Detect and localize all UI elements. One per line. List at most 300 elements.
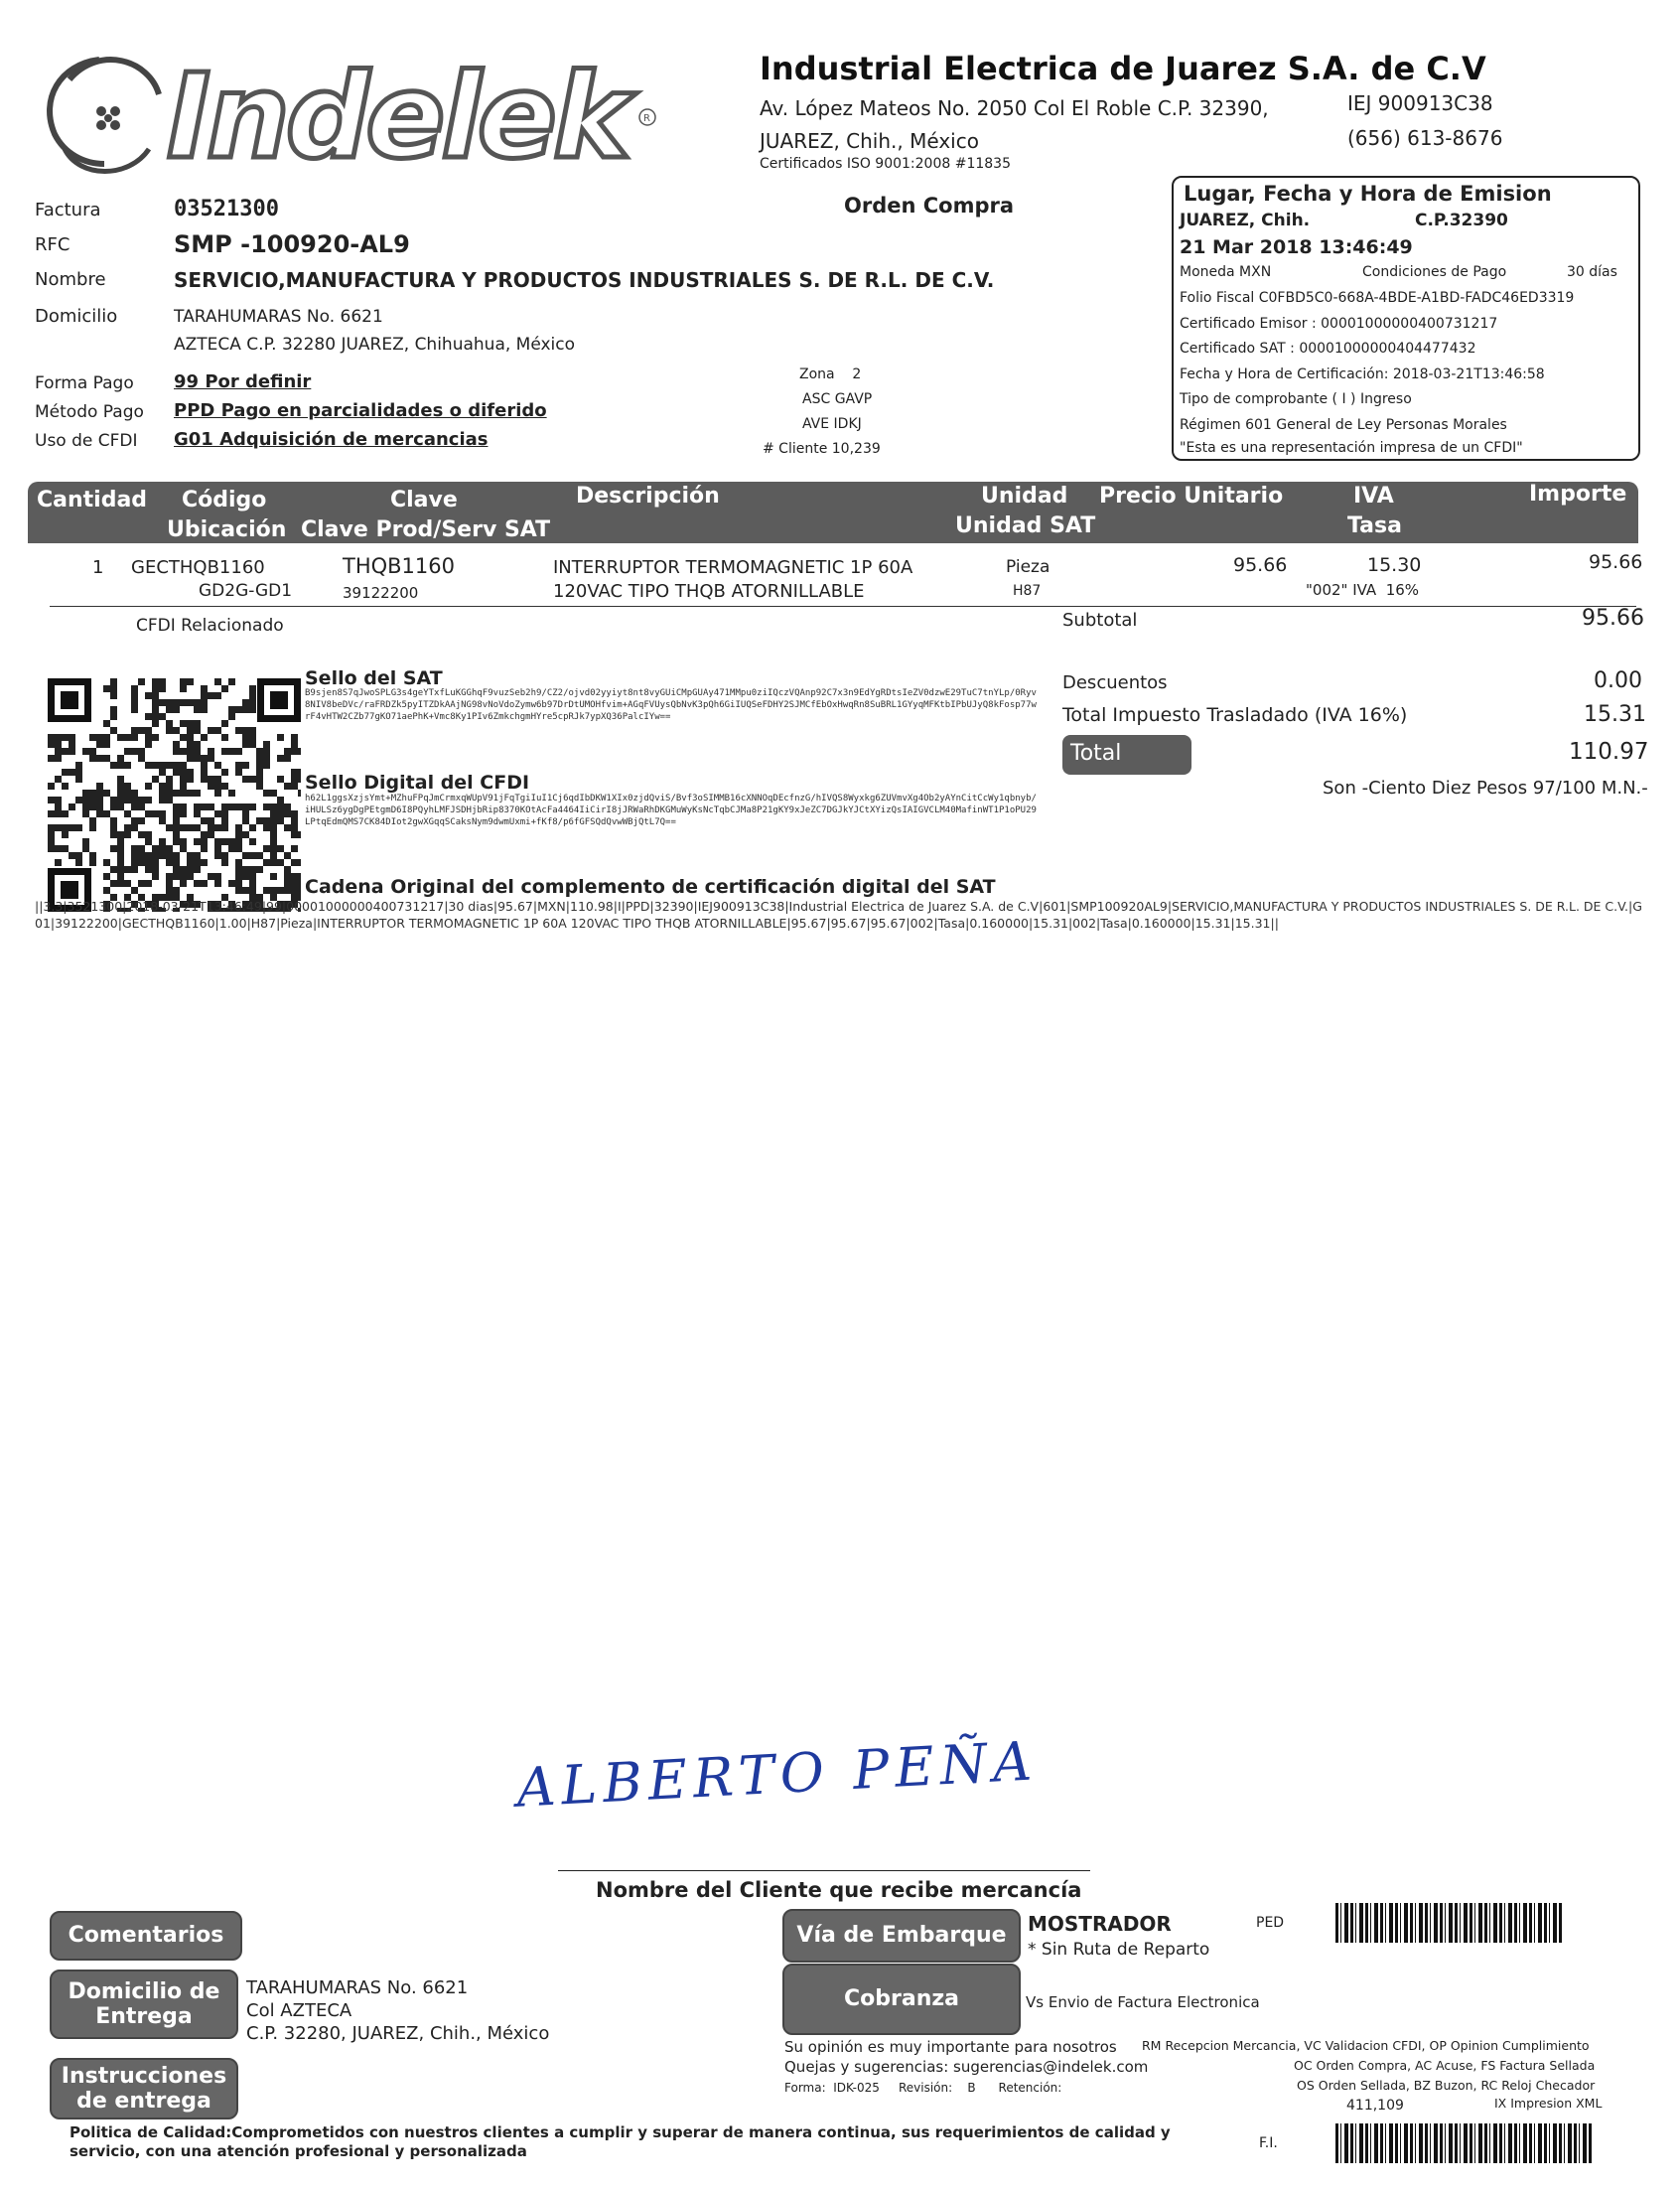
row-clave-sat: 39122200 [343,584,419,602]
qr-module [235,838,242,845]
qr-module [110,685,117,692]
qr-module [277,797,284,803]
qr-module [124,831,131,838]
qr-module [96,810,103,817]
qr-module [159,817,166,824]
qr-module [201,817,208,824]
qr-module [214,873,221,880]
qr-module [82,838,89,845]
qr-module [249,734,256,741]
qr-module [208,776,214,783]
qr-module [194,741,201,748]
qr-module [221,824,228,831]
qr-module [194,699,201,706]
qr-module [48,831,55,838]
qr-module [249,727,256,734]
qr-module [187,755,194,762]
qr-module [145,852,152,859]
qr-module [48,755,55,762]
qr-module [145,880,152,887]
qr-module [138,803,145,810]
label-factura: Factura [35,200,101,220]
qr-module [69,769,75,776]
qr-module [298,776,301,783]
qr-module [291,824,298,831]
qr-module [173,852,180,859]
label-rfc: RFC [35,234,70,255]
comentarios-button[interactable]: Comentarios [50,1911,242,1961]
qr-module [75,824,82,831]
descuentos-label: Descuentos [1062,672,1168,693]
moneda: Moneda MXN [1180,264,1272,280]
qr-module [110,727,117,734]
qr-module [145,783,152,790]
qr-module [138,748,145,755]
qr-module [159,762,166,769]
qr-module [298,859,301,866]
qr-module [117,755,124,762]
qr-module [131,859,138,866]
qr-module [277,810,284,817]
qr-module [291,776,298,783]
qr-module [89,859,96,866]
qr-module [256,748,263,755]
qr-module [152,720,159,727]
qr-module [138,880,145,887]
qr-module [159,845,166,852]
qr-module [117,845,124,852]
qr-module [152,845,159,852]
total-label: Total [1070,741,1122,766]
qr-module [159,678,166,685]
codes-number: 411,109 [1346,2098,1404,2114]
svg-text:R: R [643,113,650,124]
qr-module [89,824,96,831]
cfdi-relacionado: CFDI Relacionado [136,616,284,636]
qr-module [201,769,208,776]
qr-module [131,803,138,810]
qr-module [82,803,89,810]
qr-module [152,762,159,769]
qr-module [263,859,270,866]
qr-module [228,838,235,845]
emission-cp: C.P.32390 [1415,211,1508,230]
fecha-cert: Fecha y Hora de Certificación: 2018-03-21T13:46:58 [1180,366,1545,382]
uso-cfdi: G01 Adquisición de mercancias [174,429,489,450]
qr-module [284,803,291,810]
th-iva: IVA [1353,484,1394,509]
qr-module [138,831,145,838]
qr-module [89,803,96,810]
qr-module [173,699,180,706]
qr-module [180,776,187,783]
qr-module [55,803,62,810]
qr-module [145,692,152,699]
qr-module [69,852,75,859]
qr-module [166,845,173,852]
qr-module [298,887,301,894]
qr-module [173,748,180,755]
qr-module [270,803,277,810]
qr-module [89,734,96,741]
qr-module [256,783,263,790]
qr-module [298,880,301,887]
qr-module [187,776,194,783]
qr-module [208,783,214,790]
qr-module [214,727,221,734]
qr-module [249,866,256,873]
qr-module [242,741,249,748]
qr-module [235,748,242,755]
qr-module [270,887,277,894]
label-forma-pago: Forma Pago [35,373,134,393]
qr-module [75,762,82,769]
sello-cfdi-title: Sello Digital del CFDI [305,772,530,794]
qr-module [166,887,173,894]
emission-title: Lugar, Fecha y Hora de Emision [1184,182,1552,206]
qr-module [235,887,242,894]
qr-module [214,678,221,685]
qr-module [277,887,284,894]
qr-module [62,748,69,755]
qr-module [249,706,256,713]
qr-module [180,783,187,790]
row-unidad-sat: H87 [1013,583,1042,599]
qr-module [208,873,214,880]
company-address1: Av. López Mateos No. 2050 Col El Roble C.P. 32390, [760,96,1269,120]
sin-ruta: * Sin Ruta de Reparto [1028,1940,1210,1960]
qr-module [159,790,166,797]
qr-module [145,727,152,734]
qr-module [110,713,117,720]
qr-module [221,720,228,727]
qr-module [277,734,284,741]
folio-fiscal: Folio Fiscal C0FBD5C0-668A-4BDE-A1BD-FADC46ED3319 [1180,290,1575,306]
qr-module [187,741,194,748]
qr-module [180,845,187,852]
qr-module [69,734,75,741]
qr-module [103,790,110,797]
qr-module [277,755,284,762]
qr-module [263,741,270,748]
qr-module [291,734,298,741]
qr-module [159,685,166,692]
qr-module [256,852,263,859]
forma-text: Forma: IDK-025 Revisión: B Retención: [784,2081,1062,2095]
qr-module [82,748,89,755]
qr-module [110,678,117,685]
condiciones-pago: Condiciones de Pago [1362,264,1507,280]
qr-module [208,692,214,699]
qr-module [138,852,145,859]
qr-module [124,810,131,817]
qr-module [75,776,82,783]
row-iva: 15.30 [1367,554,1422,576]
qr-module [194,748,201,755]
qr-module [110,803,117,810]
qr-module [291,769,298,776]
vs-envio: Vs Envio de Factura Electronica [1026,1993,1260,2011]
qr-module [62,845,69,852]
qr-module [221,748,228,755]
qr-module [208,803,214,810]
sello-sat-title: Sello del SAT [305,667,443,689]
row-clave: THQB1160 [343,554,455,578]
qr-module [82,845,89,852]
qr-module [103,873,110,880]
zona: Zona 2 [799,366,862,382]
company-iso: Certificados ISO 9001:2008 #11835 [760,156,1011,172]
qr-module [173,727,180,734]
total-en-letra: Son -Ciento Diez Pesos 97/100 M.N.- [1323,778,1648,799]
qr-module [284,748,291,755]
qr-module [117,776,124,783]
qr-module [138,859,145,866]
instrucciones-button[interactable]: Instrucciones de entrega [50,2058,238,2119]
qr-module [263,790,270,797]
qr-module [117,852,124,859]
via-embarque-button[interactable]: Vía de Embarque [782,1909,1021,1963]
qr-module [145,859,152,866]
qr-module [152,685,159,692]
qr-module [117,790,124,797]
qr-module [180,838,187,845]
label-domicilio: Domicilio [35,306,118,327]
cobranza-button[interactable]: Cobranza [782,1964,1021,2035]
qr-module [55,776,62,783]
qr-module [69,803,75,810]
row-desc1: INTERRUPTOR TERMOMAGNETIC 1P 60A [553,557,913,578]
qr-module [48,741,55,748]
qr-module [131,845,138,852]
qr-module [187,852,194,859]
signature-line [558,1870,1090,1871]
qr-module [263,887,270,894]
row-cantidad: 1 [92,557,104,578]
qr-module [235,831,242,838]
qr-module [180,762,187,769]
qr-module [62,810,69,817]
qr-module [201,776,208,783]
qr-module [180,699,187,706]
qr-module [131,748,138,755]
qr-module [55,859,62,866]
qr-module [173,769,180,776]
qr-module [291,873,298,880]
codes-line2: OC Orden Compra, AC Acuse, FS Factura Sellada [1294,2058,1596,2073]
qr-module [131,692,138,699]
qr-module [214,880,221,887]
subtotal-value: 95.66 [1582,606,1644,631]
qr-module [159,713,166,720]
qr-module [131,817,138,824]
qr-module [117,838,124,845]
qr-module [138,755,145,762]
qr-module [201,692,208,699]
qr-module [208,831,214,838]
qr-module [242,776,249,783]
qr-module [166,824,173,831]
quejas-text: Quejas y sugerencias: sugerencias@indelek.com [784,2058,1149,2076]
qr-module [270,852,277,859]
qr-module [214,790,221,797]
client-name: SERVICIO,MANUFACTURA Y PRODUCTOS INDUSTRIALES S. DE R.L. DE C.V. [174,268,995,292]
qr-module [187,734,194,741]
qr-module [194,880,201,887]
qr-module [69,741,75,748]
qr-module [152,678,159,685]
qr-module [110,866,117,873]
th-clave: Clave [390,488,458,512]
qr-module [214,852,221,859]
forma-pago: 99 Por definir [174,371,312,392]
qr-module [221,769,228,776]
row-tasa: "002" IVA 16% [1306,581,1420,599]
qr-module [214,776,221,783]
qr-module [187,748,194,755]
qr-module [173,803,180,810]
qr-module [103,755,110,762]
qr-module [194,706,201,713]
cert-emisor: Certificado Emisor : 00001000000400731217 [1180,316,1498,332]
qr-module [298,769,301,776]
cadena-title: Cadena Original del complemento de certificación digital del SAT [305,876,996,898]
qr-module [277,859,284,866]
qr-module [110,831,117,838]
qr-module [159,797,166,803]
qr-module [152,810,159,817]
qr-module [235,873,242,880]
qr-module [110,880,117,887]
numero-cliente: # Cliente 10,239 [763,441,881,457]
barcode-ped [1335,1903,1562,1943]
qr-module [96,755,103,762]
qr-module [221,859,228,866]
qr-module [249,887,256,894]
qr-module [117,803,124,810]
row-precio: 95.66 [1233,554,1288,576]
qr-module [159,852,166,859]
qr-module [228,845,235,852]
qr-module [138,727,145,734]
qr-module [228,678,235,685]
entrega-address2: Col AZTECA [246,2000,352,2021]
qr-module [180,678,187,685]
entrega-address3: C.P. 32280, JUAREZ, Chih., México [246,2023,550,2044]
qr-module [173,887,180,894]
qr-module [110,692,117,699]
qr-module [201,831,208,838]
qr-module [194,852,201,859]
qr-module [55,734,62,741]
qr-code [48,678,301,912]
qr-module [180,873,187,880]
qr-module [62,831,69,838]
label-uso-cfdi: Uso de CFDI [35,431,138,451]
qr-module [242,734,249,741]
qr-module [82,790,89,797]
qr-module [159,699,166,706]
qr-module [180,720,187,727]
cfdi-nota: "Esta es una representación impresa de un CFDI" [1180,440,1523,456]
qr-module [89,797,96,803]
qr-module [117,734,124,741]
qr-module [173,810,180,817]
qr-module [256,866,263,873]
qr-module [221,810,228,817]
qr-module [69,824,75,831]
qr-module [152,706,159,713]
th-descripcion: Descripción [576,484,720,509]
company-address2: JUAREZ, Chih., México [760,129,979,153]
qr-module [249,824,256,831]
qr-module [208,755,214,762]
th-ubicacion: Ubicación [167,517,287,542]
qr-module [131,797,138,803]
qr-module [117,783,124,790]
qr-module [249,776,256,783]
qr-module [145,797,152,803]
qr-module [201,699,208,706]
qr-module [270,831,277,838]
qr-module [159,810,166,817]
qr-module [284,887,291,894]
qr-module [166,873,173,880]
qr-module [277,817,284,824]
qr-module [298,790,301,797]
qr-module [145,810,152,817]
qr-module [194,755,201,762]
tipo-comprobante: Tipo de comprobante ( I ) Ingreso [1180,391,1412,407]
qr-module [152,859,159,866]
qr-module [180,769,187,776]
qr-module [180,790,187,797]
qr-module [48,783,55,790]
qr-module [124,866,131,873]
qr-module [284,783,291,790]
row-importe: 95.66 [1589,551,1643,573]
qr-module [131,734,138,741]
qr-module [270,824,277,831]
company-logo [30,40,665,189]
qr-module [291,831,298,838]
qr-module [242,762,249,769]
domicilio-entrega-button[interactable]: Domicilio de Entrega [50,1970,238,2039]
sello-cfdi: h62L1ggsXzjsYmt+MZhuFPqJmCrmxqWUpV91jFqTgiIuI1Cj6qdIbDKW1XIx0zjdQviS/Bvf3oSIMMB16cXNNOqDEcfnzG/hIVQS8Wyxkg6ZUVmvXg4Ob2yAYnCitCcWy1qbnyb/iHULSz6ygDgPEtgmD6I8PQyhLMFJSDHjbRip8370KOtAcFa4464IiCirI8jJRWaRhDKGMuWyKsNcTqbCJMa8P21gKY9xJeZC7DGJkYJCtXYizQsIAIGVCLM40MafinWT1P1oPU29LPtqEdmQMS7CK84DIot2gwXGqqSCaksNym9dwmUxmi+fKf8/p6fGFSQdQvwWBjQtL7Q== [305,794,1037,827]
qr-module [214,824,221,831]
qr-module [242,727,249,734]
qr-module [69,748,75,755]
codes-line3: OS Orden Sellada, BZ Buzon, RC Reloj Checador [1297,2078,1596,2093]
qr-module [187,720,194,727]
label-nombre: Nombre [35,269,106,290]
qr-module [235,880,242,887]
qr-module [208,817,214,824]
asc: ASC GAVP [802,391,873,407]
qr-module [228,713,235,720]
qr-module [194,859,201,866]
qr-module [256,762,263,769]
qr-module [138,678,145,685]
sello-sat: B9sjen8S7qJwoSPLG3s4geYTxfLuKGGhqF9vuzSeb2h9/CZ2/ojvd02yyiyt8nt8vyGUiCMpGUAy471MMpu0ziIQczVQAnp92C7x3n9EdYgRDtsIeZV0dzwE29TuC7tnYLp/0Ryv8NIV8beDVc/raFRDZk5pyITZDkAAjNG98vNoVdoZymw6b97DrDtUMOHfvim+AGqFVUysQbNvK3pQh6GiIUQSeFDHY2SJMCfEbOxHwqRn8SuBRL1GYyqMFKtbIPbUJyQ8kFosp77wrF4vHTW2CZb77gKO71aePhK+Vmc8Ky1PIv6ZmkchgmHYre5cpRJk7ypXQ36PalcIYw== [305,688,1037,722]
qr-module [270,838,277,845]
qr-module [173,706,180,713]
qr-module [159,769,166,776]
mostrador: MOSTRADOR [1028,1912,1172,1936]
qr-module [145,866,152,873]
qr-code-icon [48,678,301,912]
qr-module [96,803,103,810]
